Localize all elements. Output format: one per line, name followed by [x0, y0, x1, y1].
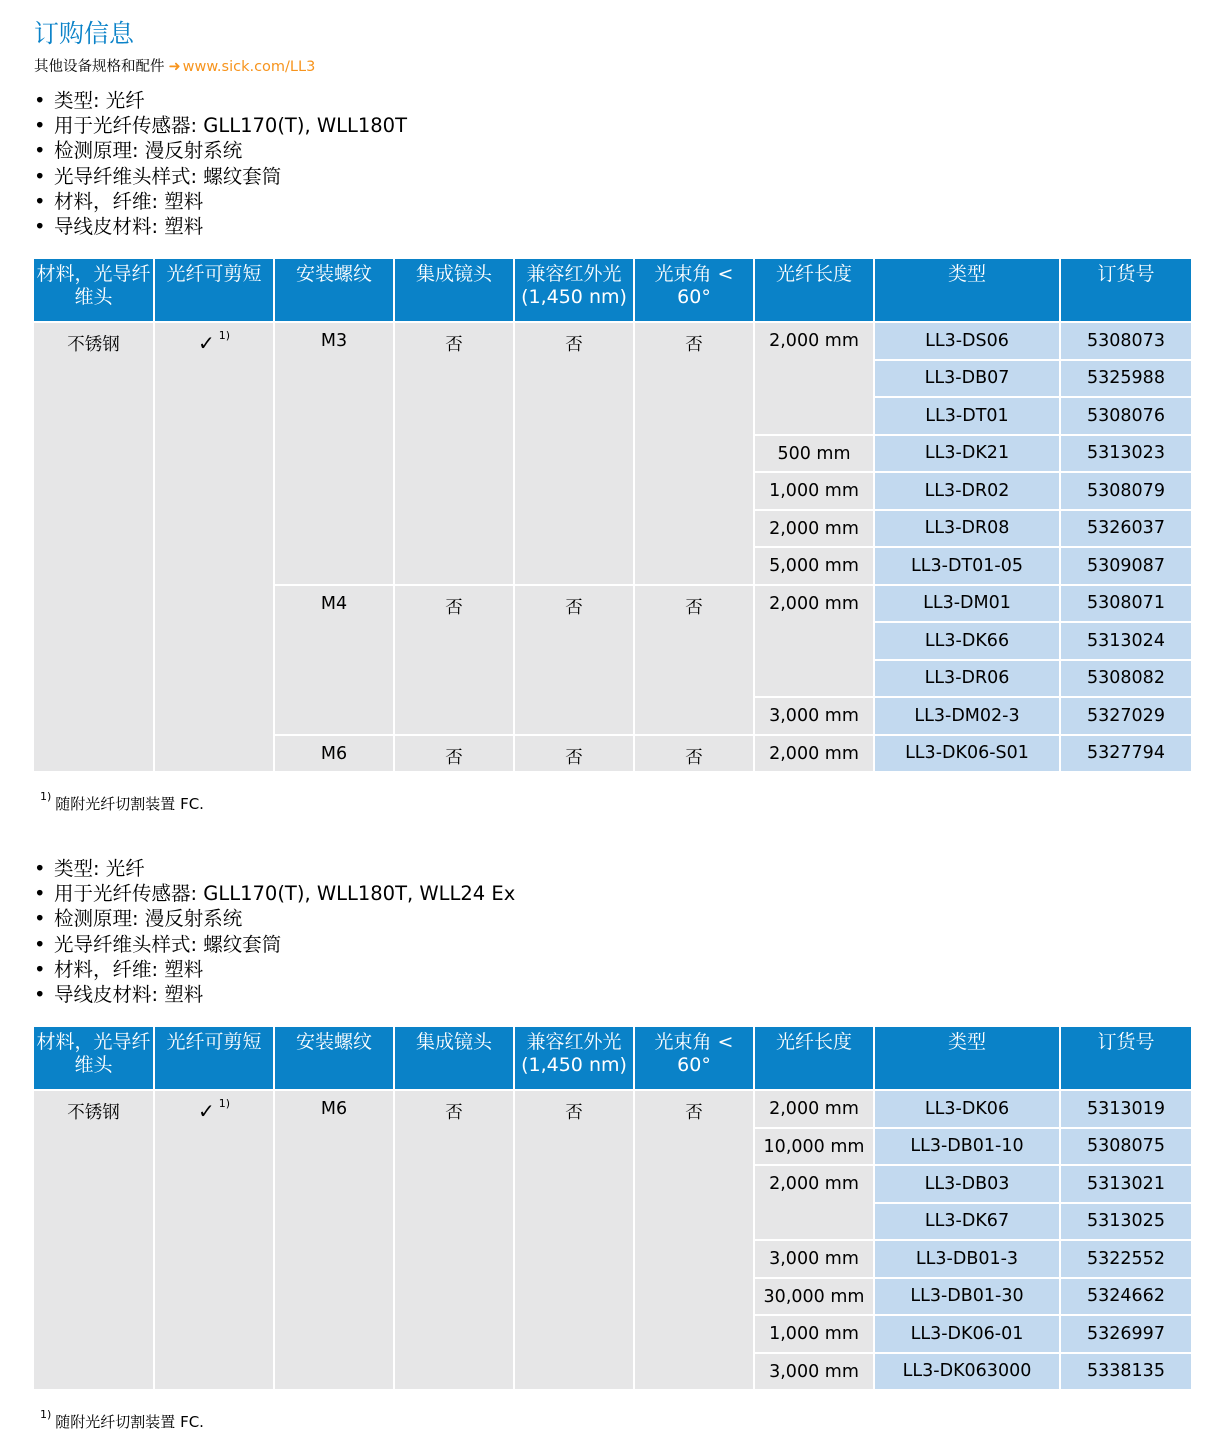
spec-item: • 检测原理: 漫反射系统 — [34, 139, 243, 163]
thread-cell: M6 — [274, 735, 394, 773]
type-cell: LL3-DB01-30 — [874, 1278, 1060, 1316]
material-cell: 不锈钢 — [34, 1090, 154, 1390]
order-cell: 5313024 — [1060, 622, 1191, 660]
order-cell: 5308071 — [1060, 585, 1191, 623]
spec-item: • 光导纤维头样式: 螺纹套筒 — [34, 932, 282, 956]
length-cell: 1,000 mm — [754, 472, 874, 510]
length-cell: 1,000 mm — [754, 1315, 874, 1353]
header-length: 光纤长度 — [754, 1027, 874, 1090]
length-cell: 5,000 mm — [754, 547, 874, 585]
length-cell: 3,000 mm — [754, 697, 874, 735]
header-cuttable: 光纤可剪短 — [154, 1027, 274, 1090]
length-cell: 2,000 mm — [754, 585, 874, 698]
type-cell: LL3-DB01-10 — [874, 1128, 1060, 1166]
order-cell: 5338135 — [1060, 1353, 1191, 1391]
order-table-1 — [34, 259, 1191, 773]
thread-cell: M6 — [274, 1090, 394, 1390]
header-lens: 集成镜头 — [394, 1027, 514, 1090]
spec-item: • 检测原理: 漫反射系统 — [34, 907, 243, 931]
type-cell: LL3-DK063000 — [874, 1353, 1060, 1391]
type-cell: LL3-DK06-01 — [874, 1315, 1060, 1353]
spec-item: • 类型: 光纤 — [34, 89, 145, 112]
type-cell: LL3-DB07 — [874, 360, 1060, 398]
thread-cell: M3 — [274, 322, 394, 585]
beam-cell: 否 — [634, 585, 754, 735]
table-row — [34, 1090, 1191, 1128]
table-header-row — [34, 1027, 1191, 1090]
order-cell: 5313023 — [1060, 435, 1191, 473]
length-cell: 2,000 mm — [754, 735, 874, 773]
spec-item: • 材料，纤维: 塑料 — [34, 189, 204, 213]
header-cuttable: 光纤可剪短 — [154, 259, 274, 322]
type-cell: LL3-DK66 — [874, 622, 1060, 660]
order-cell: 5326037 — [1060, 510, 1191, 548]
length-cell: 30,000 mm — [754, 1278, 874, 1316]
lens-cell: 否 — [394, 322, 514, 585]
lens-cell: 否 — [394, 585, 514, 735]
spec-item: • 用于光纤传感器: GLL170(T), WLL180T, WLL24 Ex — [34, 882, 516, 906]
cuttable-cell — [154, 322, 274, 772]
length-cell: 3,000 mm — [754, 1353, 874, 1391]
order-cell: 5325988 — [1060, 360, 1191, 398]
type-cell: LL3-DB03 — [874, 1165, 1060, 1203]
type-cell: LL3-DK21 — [874, 435, 1060, 473]
order-cell: 5308076 — [1060, 397, 1191, 435]
order-table-2 — [34, 1027, 1191, 1391]
type-cell: LL3-DK67 — [874, 1203, 1060, 1241]
ir-cell: 否 — [514, 735, 634, 773]
table-row — [34, 322, 1191, 360]
spec-item: • 光导纤维头样式: 螺纹套筒 — [34, 164, 282, 188]
spec-item: • 导线皮材料: 塑料 — [34, 215, 204, 239]
check-icon: ✓ — [197, 331, 215, 355]
thread-cell: M4 — [274, 585, 394, 735]
length-cell: 2,000 mm — [754, 322, 874, 435]
spec-list-2 — [34, 856, 515, 1007]
beam-cell: 否 — [634, 735, 754, 773]
type-cell: LL3-DK06-S01 — [874, 735, 1060, 773]
footnote-1: $^{1)}$ 随附光纤切割装置 FC. — [40, 790, 204, 813]
beam-cell: 否 — [634, 1090, 754, 1390]
spec-item: • 用于光纤传感器: GLL170(T), WLL180T — [34, 114, 407, 138]
lens-cell: 否 — [394, 735, 514, 773]
header-thread: 安装螺纹 — [274, 259, 394, 322]
length-cell: 2,000 mm — [754, 1090, 874, 1128]
header-type: 类型 — [874, 1027, 1060, 1090]
order-cell: 5309087 — [1060, 547, 1191, 585]
order-cell: 5313019 — [1060, 1090, 1191, 1128]
check-icon: ✓ — [197, 1099, 215, 1123]
type-cell: LL3-DR06 — [874, 660, 1060, 698]
arrow-right-icon: ➜ — [168, 59, 181, 75]
spec-item: • 类型: 光纤 — [34, 857, 145, 880]
type-cell: LL3-DR02 — [874, 472, 1060, 510]
order-cell: 5308082 — [1060, 660, 1191, 698]
order-cell: 5313021 — [1060, 1165, 1191, 1203]
order-cell: 5308075 — [1060, 1128, 1191, 1166]
spec-item: • 材料，纤维: 塑料 — [34, 957, 204, 981]
order-cell: 5327794 — [1060, 735, 1191, 773]
ir-cell: 否 — [514, 585, 634, 735]
spec-item: • 导线皮材料: 塑料 — [34, 983, 204, 1007]
type-cell: LL3-DT01 — [874, 397, 1060, 435]
cuttable-cell — [154, 1090, 274, 1390]
length-cell: 3,000 mm — [754, 1240, 874, 1278]
type-cell: LL3-DK06 — [874, 1090, 1060, 1128]
order-cell: 5327029 — [1060, 697, 1191, 735]
type-cell: LL3-DM01 — [874, 585, 1060, 623]
length-cell: 10,000 mm — [754, 1128, 874, 1166]
header-ir: 兼容红外光 (1,450 nm) — [514, 259, 634, 322]
table-header-row — [34, 259, 1191, 322]
footnote-2: $^{1)}$ 随附光纤切割装置 FC. — [40, 1408, 204, 1431]
order-cell: 5326997 — [1060, 1315, 1191, 1353]
header-length: 光纤长度 — [754, 259, 874, 322]
spec-list-1 — [34, 88, 407, 239]
header-ir: 兼容红外光 (1,450 nm) — [514, 1027, 634, 1090]
type-cell: LL3-DS06 — [874, 322, 1060, 360]
length-cell: 2,000 mm — [754, 510, 874, 548]
order-cell: 5308079 — [1060, 472, 1191, 510]
type-cell: LL3-DB01-3 — [874, 1240, 1060, 1278]
subtitle-line — [34, 55, 315, 76]
header-material: 材料，光导纤维头 — [34, 259, 154, 322]
type-cell: LL3-DR08 — [874, 510, 1060, 548]
length-cell: 500 mm — [754, 435, 874, 473]
subtitle-text: 其他设备规格和配件 — [34, 59, 165, 75]
product-link[interactable]: www.sick.com/LL3 — [182, 59, 316, 75]
order-cell: 5308073 — [1060, 322, 1191, 360]
header-beam-angle: 光束角 < 60° — [634, 1027, 754, 1090]
order-cell: 5313025 — [1060, 1203, 1191, 1241]
ir-cell: 否 — [514, 1090, 634, 1390]
type-cell: LL3-DM02-3 — [874, 697, 1060, 735]
header-order-no: 订货号 — [1060, 1027, 1191, 1090]
order-cell: 5324662 — [1060, 1278, 1191, 1316]
header-beam-angle: 光束角 < 60° — [634, 259, 754, 322]
length-cell: 2,000 mm — [754, 1165, 874, 1240]
header-type: 类型 — [874, 259, 1060, 322]
beam-cell: 否 — [634, 322, 754, 585]
header-thread: 安装螺纹 — [274, 1027, 394, 1090]
page-title: 订购信息 — [34, 19, 135, 48]
lens-cell: 否 — [394, 1090, 514, 1390]
material-cell: 不锈钢 — [34, 322, 154, 772]
header-material: 材料，光导纤维头 — [34, 1027, 154, 1090]
footnote-ref: 1) — [218, 329, 231, 342]
footnote-ref: 1) — [218, 1097, 231, 1110]
header-order-no: 订货号 — [1060, 259, 1191, 322]
type-cell: LL3-DT01-05 — [874, 547, 1060, 585]
header-lens: 集成镜头 — [394, 259, 514, 322]
ir-cell: 否 — [514, 322, 634, 585]
order-cell: 5322552 — [1060, 1240, 1191, 1278]
